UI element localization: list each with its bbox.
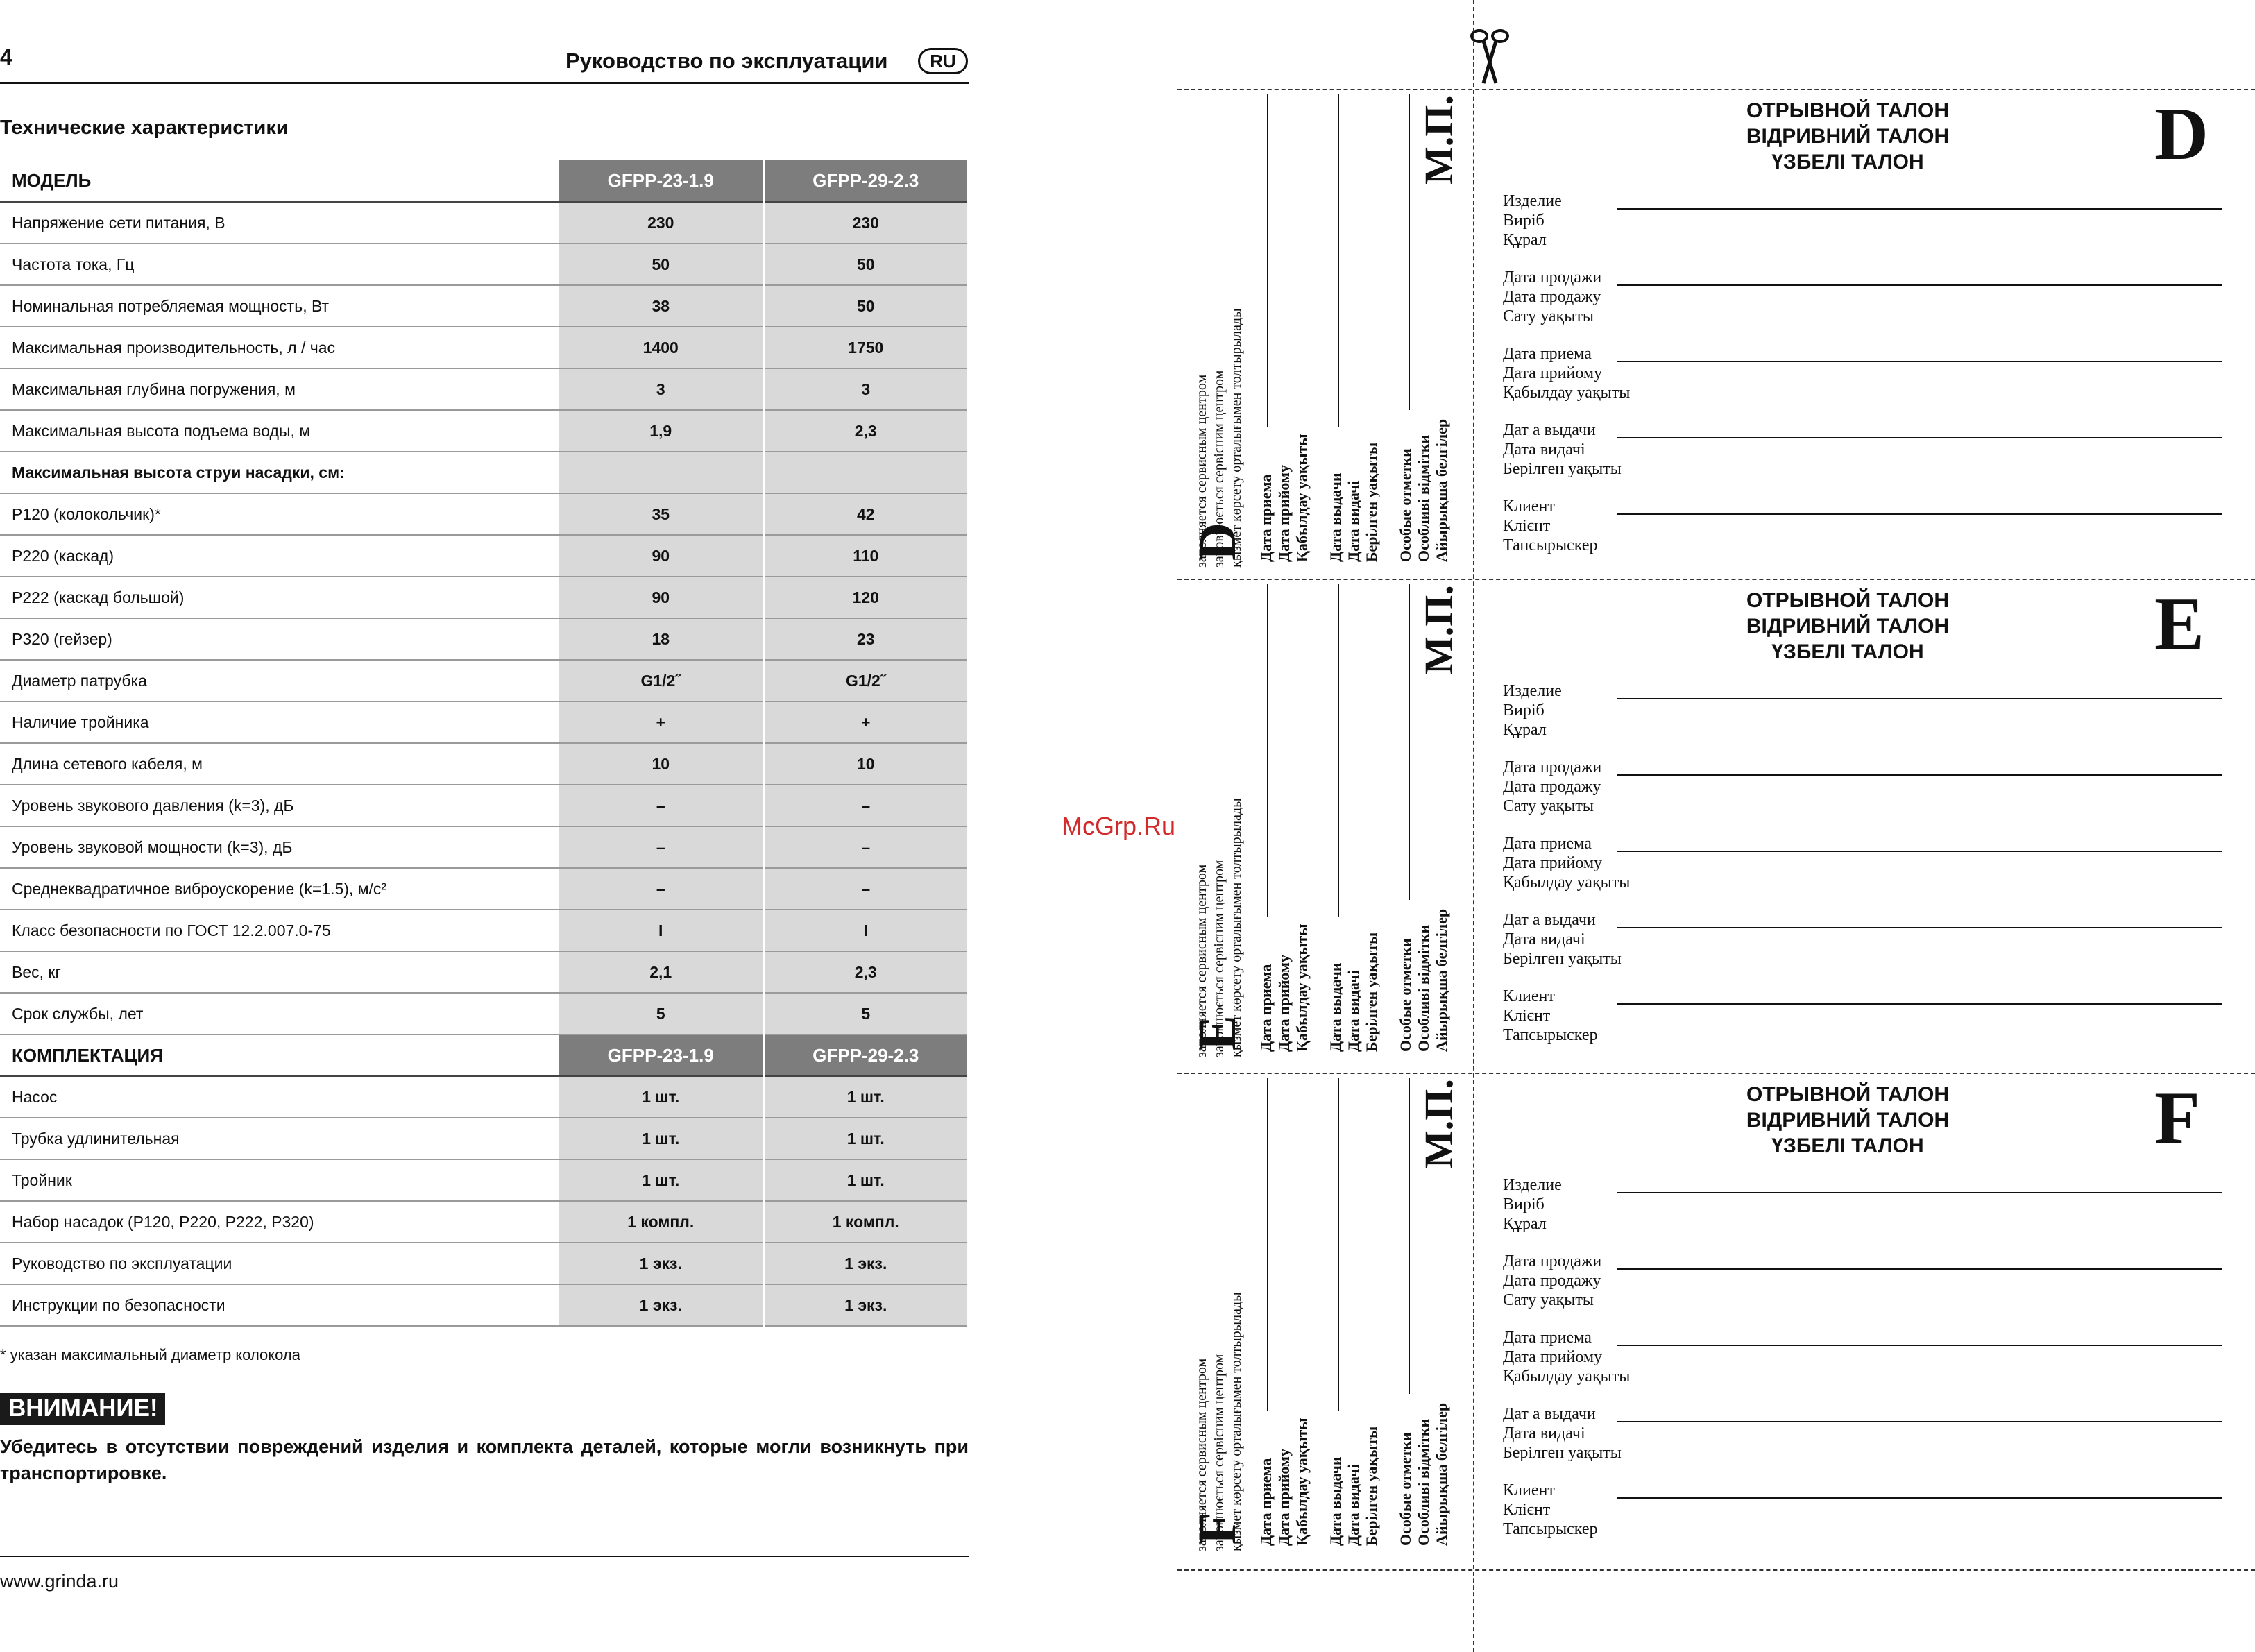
stub-date-issued xyxy=(1327,1427,1381,1546)
stub-line: Берілген уақыты xyxy=(1363,1426,1380,1546)
value-model-1: 90 xyxy=(559,535,763,577)
value-model-2: 2,3 xyxy=(763,410,967,452)
field-label-line: Клиент xyxy=(1503,1481,1555,1499)
stub-line: Қабылдау уақыты xyxy=(1293,434,1311,562)
row-label: Вес, кг xyxy=(0,951,559,993)
value-model-1: 1 шт. xyxy=(559,1118,763,1159)
stub-line: Особые отметки xyxy=(1397,1432,1414,1546)
field-label-line: Тапсырыскер xyxy=(1503,1520,1598,1538)
cut-line-top xyxy=(1177,89,2255,90)
stub-line: Айырықша белгілер xyxy=(1433,908,1450,1052)
field-label-line: Виріб xyxy=(1503,212,1545,230)
stub-line: Берілген уақыты xyxy=(1363,442,1380,562)
field-label-line: Дата видачі xyxy=(1503,441,1585,459)
field-label-line: Дата приема xyxy=(1503,1329,1592,1347)
coupon-field-label xyxy=(1503,1252,1601,1310)
stub-line: заполняется сервисным центром xyxy=(1194,374,1209,568)
value-model-2: GFPP-29-2.3 xyxy=(763,1034,967,1076)
stub-line: қызмет көрсету орталығымен толтырылады xyxy=(1229,1292,1244,1551)
field-label-line: Дат а выдачи xyxy=(1503,1405,1596,1423)
value-model-2: 120 xyxy=(763,577,967,618)
coupon-field-line xyxy=(1617,1003,2222,1005)
coupon-field-line xyxy=(1617,774,2222,776)
value-model-2: 50 xyxy=(763,244,967,285)
stub-line: Берілген уақыты xyxy=(1363,932,1380,1052)
value-model-1: G1/2˝ xyxy=(559,660,763,701)
coupon-field-label xyxy=(1503,1175,1562,1234)
stub-date-issued xyxy=(1327,933,1381,1052)
table-row xyxy=(0,660,967,701)
coupon-field-label xyxy=(1503,910,1622,969)
coupon-field-label xyxy=(1503,344,1630,402)
value-model-1: 50 xyxy=(559,244,763,285)
value-model-2: 23 xyxy=(763,618,967,660)
stub-line: Особые отметки xyxy=(1397,448,1414,562)
stub-line: Дата приема xyxy=(1257,474,1275,562)
coupon-field-line xyxy=(1617,1421,2222,1422)
coupon-title-line: ҮЗБЕЛІ ТАЛОН xyxy=(1771,151,1924,173)
stub-date-received xyxy=(1257,1417,1311,1546)
field-label-line: Виріб xyxy=(1503,1195,1545,1214)
stub-line: заповнюється сервісним центром xyxy=(1211,860,1227,1057)
stub-signature-line xyxy=(1267,1078,1268,1411)
coupon-field-line xyxy=(1617,208,2222,210)
field-label-line: Қабылдау уақыты xyxy=(1503,874,1631,892)
field-label-line: Берілген уақыты xyxy=(1503,1444,1622,1462)
table-row xyxy=(0,1159,967,1201)
coupon-field-line xyxy=(1617,513,2222,515)
value-model-1: 230 xyxy=(559,202,763,244)
warning-text: Убедитесь в отсутствии повреждений изделия и комплекта деталей, которые могли возникнуть при транспортировке. xyxy=(0,1436,969,1483)
coupon-letter: F xyxy=(2154,1077,2200,1159)
row-label: P220 (каскад) xyxy=(0,535,559,577)
field-label-line: Қабылдау уақыты xyxy=(1503,384,1631,402)
stub-letter: D xyxy=(1189,522,1247,561)
stub-line: Дата прийому xyxy=(1275,465,1293,562)
table-row xyxy=(0,701,967,743)
cut-line-de xyxy=(1177,579,2255,580)
table-row xyxy=(0,410,967,452)
coupon-letter: E xyxy=(2154,583,2205,665)
table-row xyxy=(0,1201,967,1243)
table-row xyxy=(0,202,967,244)
field-label-line: Берілген уақыты xyxy=(1503,950,1622,968)
value-model-2: 110 xyxy=(763,535,967,577)
value-model-2: 1 компл. xyxy=(763,1201,967,1243)
value-model-2: – xyxy=(763,868,967,910)
field-label-line: Құрал xyxy=(1503,721,1547,739)
field-label-line: Клиент xyxy=(1503,987,1555,1005)
stub-signature-line xyxy=(1267,94,1268,427)
row-label: Наличие тройника xyxy=(0,701,559,743)
stub-line: Дата приема xyxy=(1257,1458,1275,1546)
stub-letter: E xyxy=(1189,1015,1247,1050)
field-label-line: Дата продажу xyxy=(1503,1272,1601,1290)
field-label-line: Сату уақыты xyxy=(1503,797,1594,815)
footnote: * указан максимальный диаметр колокола xyxy=(0,1346,300,1363)
row-label: Длина сетевого кабеля, м xyxy=(0,743,559,785)
spec-section-title: Технические характеристики xyxy=(0,117,289,139)
value-model-2: 1750 xyxy=(763,327,967,368)
table-row xyxy=(0,493,967,535)
coupon-title-line: ОТРЫВНОЙ ТАЛОН xyxy=(1746,99,1950,122)
stub-line: Қабылдау уақыты xyxy=(1293,1417,1311,1546)
coupon-title-line: ҮЗБЕЛІ ТАЛОН xyxy=(1771,640,1924,663)
coupon-field-label xyxy=(1503,987,1598,1045)
row-label: P120 (колокольчик)* xyxy=(0,493,559,535)
stub-line: Дата выдачи xyxy=(1327,962,1344,1052)
row-label: Уровень звуковой мощности (k=3), дБ xyxy=(0,826,559,868)
table-row xyxy=(0,1118,967,1159)
row-label: P222 (каскад большой) xyxy=(0,577,559,618)
table-row xyxy=(0,535,967,577)
coupon-field-line xyxy=(1617,698,2222,699)
stub-line: Айырықша белгілер xyxy=(1433,418,1450,562)
coupon-title xyxy=(1657,588,2039,665)
field-label-line: Клієнт xyxy=(1503,1007,1551,1025)
stub-line: заполняется сервисным центром xyxy=(1194,1358,1209,1551)
table-row xyxy=(0,618,967,660)
field-label-line: Құрал xyxy=(1503,231,1547,249)
field-label-line: Дата продажу xyxy=(1503,778,1601,796)
row-label: Класс безопасности по ГОСТ 12.2.007.0-75 xyxy=(0,910,559,951)
value-model-1: 10 xyxy=(559,743,763,785)
value-model-2: G1/2˝ xyxy=(763,660,967,701)
stub-signature-line xyxy=(1338,94,1339,427)
field-label-line: Изделие xyxy=(1503,192,1562,210)
cut-line-bottom xyxy=(1177,1569,2255,1571)
table-row xyxy=(0,244,967,285)
stub-line: Дата прийому xyxy=(1275,1449,1293,1546)
value-model-2: 2,3 xyxy=(763,951,967,993)
coupon-field-label xyxy=(1503,497,1598,555)
table-row xyxy=(0,1243,967,1284)
coupon-field-label xyxy=(1503,1404,1622,1463)
row-label: Максимальная производительность, л / час xyxy=(0,327,559,368)
stub-line: Дата выдачи xyxy=(1327,1456,1344,1546)
value-model-1: 1 экз. xyxy=(559,1243,763,1284)
table-row xyxy=(0,993,967,1034)
value-model-1: 1,9 xyxy=(559,410,763,452)
stub-special-marks xyxy=(1397,909,1451,1052)
coupon-field-line xyxy=(1617,1497,2222,1499)
field-label-line: Клієнт xyxy=(1503,1501,1551,1519)
table-header-row xyxy=(0,160,967,202)
stub-line: заполняется сервисным центром xyxy=(1194,864,1209,1057)
spec-table xyxy=(0,160,967,1327)
stub-line: Дата прийому xyxy=(1275,955,1293,1052)
field-label-line: Дат а выдачи xyxy=(1503,421,1596,439)
field-label-line: Дата прийому xyxy=(1503,1348,1603,1366)
stub-line: қызмет көрсету орталығымен толтырылады xyxy=(1229,308,1244,568)
table-row xyxy=(0,826,967,868)
coupon-title-line: ОТРЫВНОЙ ТАЛОН xyxy=(1746,1083,1950,1106)
value-model-2: 1 шт. xyxy=(763,1159,967,1201)
table-row xyxy=(0,951,967,993)
value-model-2: 10 xyxy=(763,743,967,785)
coupon-field-line xyxy=(1617,1345,2222,1346)
value-model-1 xyxy=(559,452,763,493)
field-label-line: Сату уақыты xyxy=(1503,1291,1594,1309)
stub-line: заповнюється сервісним центром xyxy=(1211,370,1227,568)
field-label-line: Виріб xyxy=(1503,701,1545,719)
coupon-title-line: ҮЗБЕЛІ ТАЛОН xyxy=(1771,1134,1924,1157)
coupon-field-label xyxy=(1503,1481,1598,1539)
value-model-1: 1 компл. xyxy=(559,1201,763,1243)
value-model-1: – xyxy=(559,785,763,826)
field-label-line: Изделие xyxy=(1503,1176,1562,1194)
field-label-line: Дата продажи xyxy=(1503,758,1602,776)
stub-signature-line xyxy=(1338,1078,1339,1411)
stub-date-received xyxy=(1257,923,1311,1052)
value-model-1: 1 шт. xyxy=(559,1076,763,1118)
coupon-title-line: ВІДРИВНИЙ ТАЛОН xyxy=(1746,615,1950,638)
field-label-line: Клієнт xyxy=(1503,517,1551,535)
value-model-2: – xyxy=(763,785,967,826)
row-label: Максимальная высота подъема воды, м xyxy=(0,410,559,452)
stub-signature-line xyxy=(1409,1078,1410,1394)
stub-line: Особливі відмітки xyxy=(1415,924,1432,1052)
value-model-2: 5 xyxy=(763,993,967,1034)
value-model-1: – xyxy=(559,868,763,910)
value-model-2: + xyxy=(763,701,967,743)
stub-signature-line xyxy=(1338,584,1339,917)
table-row xyxy=(0,452,967,493)
coupon-field-label xyxy=(1503,268,1601,326)
value-model-1: 3 xyxy=(559,368,763,410)
stub-line: Дата видачі xyxy=(1345,480,1362,562)
stub-line: Айырықша белгілер xyxy=(1433,1402,1450,1546)
stub-letter: F xyxy=(1189,1512,1247,1544)
stamp-label: М.П. xyxy=(1416,1079,1461,1168)
table-row xyxy=(0,368,967,410)
stub-date-issued xyxy=(1327,443,1381,562)
table-row xyxy=(0,910,967,951)
row-label: Номинальная потребляемая мощность, Вт xyxy=(0,285,559,327)
language-badge: RU xyxy=(918,48,968,74)
value-model-1: 1 экз. xyxy=(559,1284,763,1326)
value-model-2: 3 xyxy=(763,368,967,410)
value-model-1: I xyxy=(559,910,763,951)
row-label: Среднеквадратичное виброускорение (k=1.5), м/с² xyxy=(0,868,559,910)
stub-date-received xyxy=(1257,434,1311,562)
row-label: Инструкции по безопасности xyxy=(0,1284,559,1326)
row-label: P320 (гейзер) xyxy=(0,618,559,660)
stub-line: қызмет көрсету орталығымен толтырылады xyxy=(1229,798,1244,1057)
coupon-field-line xyxy=(1617,361,2222,362)
field-label-line: Дата продажу xyxy=(1503,288,1601,306)
field-label-line: Дата видачі xyxy=(1503,930,1585,948)
coupon-field-label xyxy=(1503,681,1562,740)
coupon-letter: D xyxy=(2154,93,2209,176)
table-header-row xyxy=(0,1034,967,1076)
row-label: Диаметр патрубка xyxy=(0,660,559,701)
footer-url: www.grinda.ru xyxy=(0,1571,119,1592)
value-model-1: 90 xyxy=(559,577,763,618)
table-row xyxy=(0,577,967,618)
value-model-1: 35 xyxy=(559,493,763,535)
stamp-label: М.П. xyxy=(1416,585,1461,674)
value-model-1: 5 xyxy=(559,993,763,1034)
value-model-1: 18 xyxy=(559,618,763,660)
field-label-line: Дат а выдачи xyxy=(1503,911,1596,929)
field-label-line: Дата прийому xyxy=(1503,364,1603,382)
table-row xyxy=(0,785,967,826)
value-model-1: 2,1 xyxy=(559,951,763,993)
value-model-2: 1 шт. xyxy=(763,1076,967,1118)
value-model-2: 50 xyxy=(763,285,967,327)
field-label-line: Клиент xyxy=(1503,497,1555,516)
value-model-2 xyxy=(763,452,967,493)
stub-signature-line xyxy=(1409,584,1410,900)
coupon-field-line xyxy=(1617,437,2222,438)
stub-signature-line xyxy=(1267,584,1268,917)
field-label-line: Сату уақыты xyxy=(1503,307,1594,325)
coupon-title xyxy=(1657,1082,2039,1159)
field-label-line: Тапсырыскер xyxy=(1503,536,1598,554)
coupon-title xyxy=(1657,98,2039,175)
coupon-field-line xyxy=(1617,284,2222,286)
value-model-2: 1 шт. xyxy=(763,1118,967,1159)
table-row xyxy=(0,1284,967,1326)
coupon-field-line xyxy=(1617,1192,2222,1193)
table-row xyxy=(0,743,967,785)
field-label-line: Дата прийому xyxy=(1503,854,1603,872)
row-label: МОДЕЛЬ xyxy=(0,160,559,202)
header-divider xyxy=(0,82,969,84)
field-label-line: Дата приема xyxy=(1503,835,1592,853)
field-label-line: Дата продажи xyxy=(1503,269,1602,287)
row-label: КОМПЛЕКТАЦИЯ xyxy=(0,1034,559,1076)
row-label: Насос xyxy=(0,1076,559,1118)
vertical-cut-line xyxy=(1473,0,1474,1652)
row-label: Максимальная высота струи насадки, см: xyxy=(0,452,559,493)
table-row xyxy=(0,868,967,910)
field-label-line: Берілген уақыты xyxy=(1503,460,1622,478)
value-model-2: GFPP-29-2.3 xyxy=(763,160,967,202)
coupon-title-line: ВІДРИВНИЙ ТАЛОН xyxy=(1746,1109,1950,1132)
row-label: Напряжение сети питания, В xyxy=(0,202,559,244)
coupon-field-label xyxy=(1503,191,1562,250)
row-label: Максимальная глубина погружения, м xyxy=(0,368,559,410)
stub-special-marks xyxy=(1397,1403,1451,1546)
field-label-line: Тапсырыскер xyxy=(1503,1026,1598,1044)
value-model-2: – xyxy=(763,826,967,868)
coupon-field-line xyxy=(1617,1268,2222,1270)
row-label: Руководство по эксплуатации xyxy=(0,1243,559,1284)
coupon-field-label xyxy=(1503,420,1622,479)
row-label: Срок службы, лет xyxy=(0,993,559,1034)
value-model-2: 1 экз. xyxy=(763,1284,967,1326)
row-label: Частота тока, Гц xyxy=(0,244,559,285)
field-label-line: Дата продажи xyxy=(1503,1252,1602,1270)
value-model-1: 38 xyxy=(559,285,763,327)
table-row xyxy=(0,1076,967,1118)
cut-line-ef xyxy=(1177,1073,2255,1074)
value-model-2: 1 экз. xyxy=(763,1243,967,1284)
coupon-field-label xyxy=(1503,758,1601,816)
stub-signature-line xyxy=(1409,94,1410,410)
table-row xyxy=(0,285,967,327)
stub-line: заповнюється сервісним центром xyxy=(1211,1354,1227,1551)
row-label: Уровень звукового давления (k=3), дБ xyxy=(0,785,559,826)
value-model-2: 230 xyxy=(763,202,967,244)
value-model-2: I xyxy=(763,910,967,951)
warning-label: ВНИМАНИЕ! xyxy=(0,1393,165,1425)
coupon-title-line: ОТРЫВНОЙ ТАЛОН xyxy=(1746,589,1950,612)
row-label: Трубка удлинительная xyxy=(0,1118,559,1159)
stub-line: Особые отметки xyxy=(1397,938,1414,1052)
stamp-label: М.П. xyxy=(1416,95,1461,185)
stub-line: Қабылдау уақыты xyxy=(1293,923,1311,1052)
footer-divider xyxy=(0,1556,969,1557)
value-model-1: 1400 xyxy=(559,327,763,368)
coupon-field-line xyxy=(1617,851,2222,852)
page-header-title: Руководство по эксплуатации xyxy=(565,49,888,73)
page-number: 4 xyxy=(0,44,12,69)
stub-line: Дата приема xyxy=(1257,964,1275,1052)
coupon-field-label xyxy=(1503,1328,1630,1386)
stub-line: Дата выдачи xyxy=(1327,472,1344,562)
value-model-1: GFPP-23-1.9 xyxy=(559,160,763,202)
value-model-1: 1 шт. xyxy=(559,1159,763,1201)
stub-special-marks xyxy=(1397,419,1451,562)
coupon-title-line: ВІДРИВНИЙ ТАЛОН xyxy=(1746,125,1950,148)
field-label-line: Дата приема xyxy=(1503,345,1592,363)
stub-line: Дата видачі xyxy=(1345,970,1362,1052)
stub-line: Дата видачі xyxy=(1345,1464,1362,1546)
value-model-1: – xyxy=(559,826,763,868)
value-model-2: 42 xyxy=(763,493,967,535)
field-label-line: Изделие xyxy=(1503,682,1562,700)
field-label-line: Құрал xyxy=(1503,1215,1547,1233)
row-label: Набор насадок (P120, P220, P222, P320) xyxy=(0,1201,559,1243)
watermark: McGrp.Ru xyxy=(1062,812,1176,840)
stub-line: Особливі відмітки xyxy=(1415,1418,1432,1546)
field-label-line: Дата видачі xyxy=(1503,1424,1585,1442)
value-model-1: GFPP-23-1.9 xyxy=(559,1034,763,1076)
field-label-line: Қабылдау уақыты xyxy=(1503,1368,1631,1386)
value-model-1: + xyxy=(559,701,763,743)
coupon-field-line xyxy=(1617,927,2222,928)
row-label: Тройник xyxy=(0,1159,559,1201)
table-row xyxy=(0,327,967,368)
coupon-field-label xyxy=(1503,834,1630,892)
stub-line: Особливі відмітки xyxy=(1415,434,1432,562)
